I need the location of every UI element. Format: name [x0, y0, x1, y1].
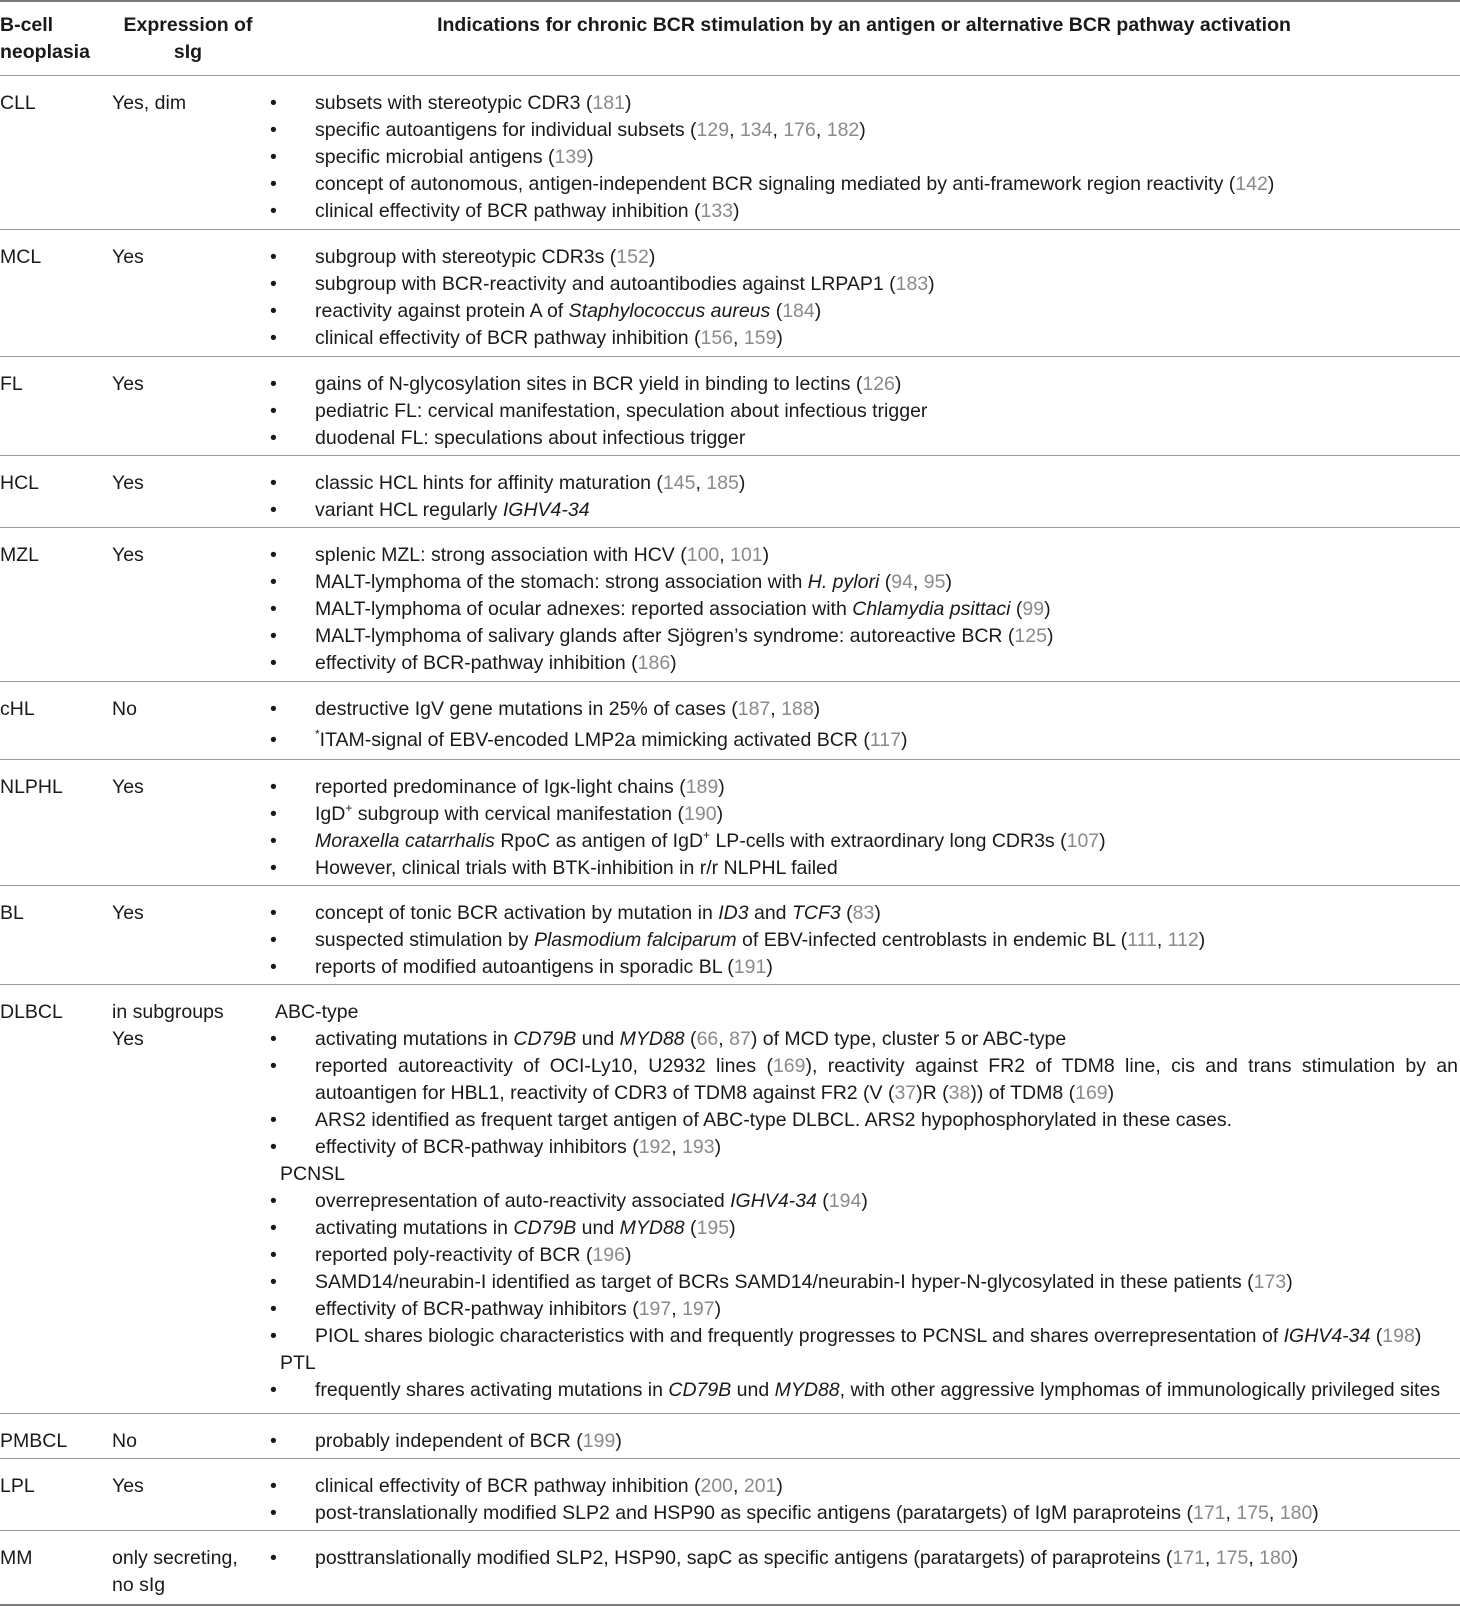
row-neoplasia-bl: BL — [0, 902, 24, 924]
list-item: • post-translationally modified SLP2 and HSP90 as specific antigens (paratargets) of IgM paraproteins (171, 175, 180) — [270, 1502, 1319, 1524]
list-item: • ARS2 identified as frequent target antigen of ABC-type DLBCL. ARS2 hypophosphorylated in these cases. — [270, 1109, 1233, 1131]
header-b-cell-neoplasia: B-cell neoplasia — [0, 14, 90, 63]
row-rule — [0, 1530, 1460, 1531]
row-rule — [0, 229, 1460, 230]
header-rule — [0, 75, 1460, 76]
list-item: • SAMD14/neurabin-I identified as target of BCRs SAMD14/neurabin-I hyper-N-glycosylated in these patients (173) — [270, 1271, 1293, 1293]
table-bottom-rule — [0, 1604, 1460, 1606]
list-item: • effectivity of BCR-pathway inhibitors (192, 193) — [270, 1136, 722, 1158]
row-neoplasia-hcl: HCL — [0, 472, 40, 494]
list-item: • destructive IgV gene mutations in 25% of cases (187, 188) — [270, 698, 821, 720]
list-item: • activating mutations in CD79B und MYD88 (195) — [270, 1217, 736, 1239]
list-item: • suspected stimulation by Plasmodium falciparum of EBV-infected centroblasts in endemic BL (111, 112) — [270, 929, 1206, 951]
row-expression-mzl: Yes — [112, 544, 144, 566]
list-item: • *ITAM-signal of EBV-encoded LMP2a mimicking activated BCR (117) — [270, 726, 908, 751]
row-neoplasia-pmbcl: PMBCL — [0, 1430, 68, 1452]
row-expression-cll: Yes, dim — [112, 92, 187, 114]
list-item: • duodenal FL: speculations about infectious trigger — [270, 427, 746, 449]
row-neoplasia-dlbcl: DLBCL — [0, 1001, 63, 1023]
subgroup-title-pcnsl: PCNSL — [280, 1163, 346, 1185]
row-expression-hcl: Yes — [112, 472, 144, 494]
list-item: • specific microbial antigens (139) — [270, 146, 594, 168]
list-item: • activating mutations in CD79B und MYD88 (66, 87) of MCD type, cluster 5 or ABC-type — [270, 1028, 1067, 1050]
list-item: • clinical effectivity of BCR pathway inhibition (133) — [270, 200, 740, 222]
list-item: • specific autoantigens for individual subsets (129, 134, 176, 182) — [270, 119, 866, 141]
row-expression-chl: No — [112, 698, 137, 720]
list-item: • classic HCL hints for affinity maturation (145, 185) — [270, 472, 746, 494]
list-item: • Moraxella catarrhalis RpoC as antigen of IgD+ LP-cells with extraordinary long CDR3s (107) — [270, 827, 1106, 852]
list-item: • variant HCL regularly IGHV4-34 — [270, 499, 590, 521]
list-item: • MALT-lymphoma of ocular adnexes: reported association with Chlamydia psittaci (99) — [270, 598, 1051, 620]
row-expression-dlbcl-2: Yes — [112, 1028, 144, 1050]
row-rule — [0, 885, 1460, 886]
list-item: • reported autoreactivity of OCI-Ly10, U2932 lines (169), reactivity against FR2 of TDM8 line, cis and trans stimulation by an autoantigen for HBL1, reactivity of CDR3 of TDM8 against FR2 (V (37)R (38)) of TDM8 (169) — [270, 1055, 1458, 1105]
list-item: • pediatric FL: cervical manifestation, speculation about infectious trigger — [270, 400, 928, 422]
subgroup-title-ptl: PTL — [280, 1352, 316, 1374]
header-expression-sig: Expression of sIg — [123, 14, 253, 63]
list-item: • IgD+ subgroup with cervical manifestation (190) — [270, 800, 724, 825]
list-item: • subgroup with BCR-reactivity and autoantibodies against LRPAP1 (183) — [270, 273, 935, 295]
subgroup-title-abc-type: ABC-type — [275, 1001, 359, 1023]
list-item: • MALT-lymphoma of salivary glands after Sjögren’s syndrome: autoreactive BCR (125) — [270, 625, 1054, 647]
list-item: • reactivity against protein A of Staphylococcus aureus (184) — [270, 300, 822, 322]
header-indications: Indications for chronic BCR stimulation by an antigen or alternative BCR pathway activation — [437, 14, 1291, 36]
row-expression-mm-2: no sIg — [112, 1574, 166, 1596]
list-item: • However, clinical trials with BTK-inhibition in r/r NLPHL failed — [270, 857, 838, 879]
list-item: • subgroup with stereotypic CDR3s (152) — [270, 246, 656, 268]
row-rule — [0, 984, 1460, 985]
row-neoplasia-fl: FL — [0, 373, 23, 395]
row-neoplasia-mcl: MCL — [0, 246, 42, 268]
row-rule — [0, 527, 1460, 528]
list-item: • frequently shares activating mutations in CD79B und MYD88, with other aggressive lymphomas of immunologically privileged sites — [270, 1379, 1441, 1401]
list-item: • concept of tonic BCR activation by mutation in ID3 and TCF3 (83) — [270, 902, 881, 924]
row-rule — [0, 1413, 1460, 1414]
list-item: • subsets with stereotypic CDR3 (181) — [270, 92, 632, 114]
list-item: • effectivity of BCR-pathway inhibitors (197, 197) — [270, 1298, 722, 1320]
row-rule — [0, 455, 1460, 456]
list-item: • reports of modified autoantigens in sporadic BL (191) — [270, 956, 773, 978]
row-expression-bl: Yes — [112, 902, 144, 924]
row-expression-lpl: Yes — [112, 1475, 144, 1497]
row-neoplasia-mm: MM — [0, 1547, 33, 1569]
list-item: • probably independent of BCR (199) — [270, 1430, 622, 1452]
list-item: • posttranslationally modified SLP2, HSP90, sapC as specific antigens (paratargets) of paraproteins (171, 175, 180) — [270, 1547, 1299, 1569]
row-neoplasia-cll: CLL — [0, 92, 36, 114]
row-rule — [0, 681, 1460, 682]
list-item: • PIOL shares biologic characteristics with and frequently progresses to PCNSL and shares overrepresentation of IGHV4-34 (198) — [270, 1325, 1422, 1347]
row-rule — [0, 356, 1460, 357]
row-neoplasia-lpl: LPL — [0, 1475, 35, 1497]
row-expression-fl: Yes — [112, 373, 144, 395]
list-item: • clinical effectivity of BCR pathway inhibition (156, 159) — [270, 327, 783, 349]
row-neoplasia-chl: cHL — [0, 698, 35, 720]
row-expression-dlbcl-1: in subgroups — [112, 1001, 224, 1023]
list-item: • MALT-lymphoma of the stomach: strong association with H. pylori (94, 95) — [270, 571, 952, 593]
row-expression-nlphl: Yes — [112, 776, 144, 798]
row-neoplasia-mzl: MZL — [0, 544, 39, 566]
table-top-rule — [0, 0, 1460, 2]
row-expression-mm-1: only secreting, — [112, 1547, 238, 1569]
row-rule — [0, 759, 1460, 760]
row-neoplasia-nlphl: NLPHL — [0, 776, 63, 798]
list-item: • clinical effectivity of BCR pathway inhibition (200, 201) — [270, 1475, 783, 1497]
list-item: • effectivity of BCR-pathway inhibition (186) — [270, 652, 677, 674]
list-item: • reported poly-reactivity of BCR (196) — [270, 1244, 632, 1266]
list-item: • gains of N-glycosylation sites in BCR yield in binding to lectins (126) — [270, 373, 902, 395]
row-rule — [0, 1458, 1460, 1459]
list-item: • splenic MZL: strong association with HCV (100, 101) — [270, 544, 770, 566]
list-item: • concept of autonomous, antigen-independent BCR signaling mediated by anti-framework region reactivity (142) — [270, 173, 1275, 195]
row-expression-pmbcl: No — [112, 1430, 137, 1452]
row-expression-mcl: Yes — [112, 246, 144, 268]
list-item: • overrepresentation of auto-reactivity associated IGHV4-34 (194) — [270, 1190, 868, 1212]
list-item: • reported predominance of Igκ-light chains (189) — [270, 776, 725, 798]
